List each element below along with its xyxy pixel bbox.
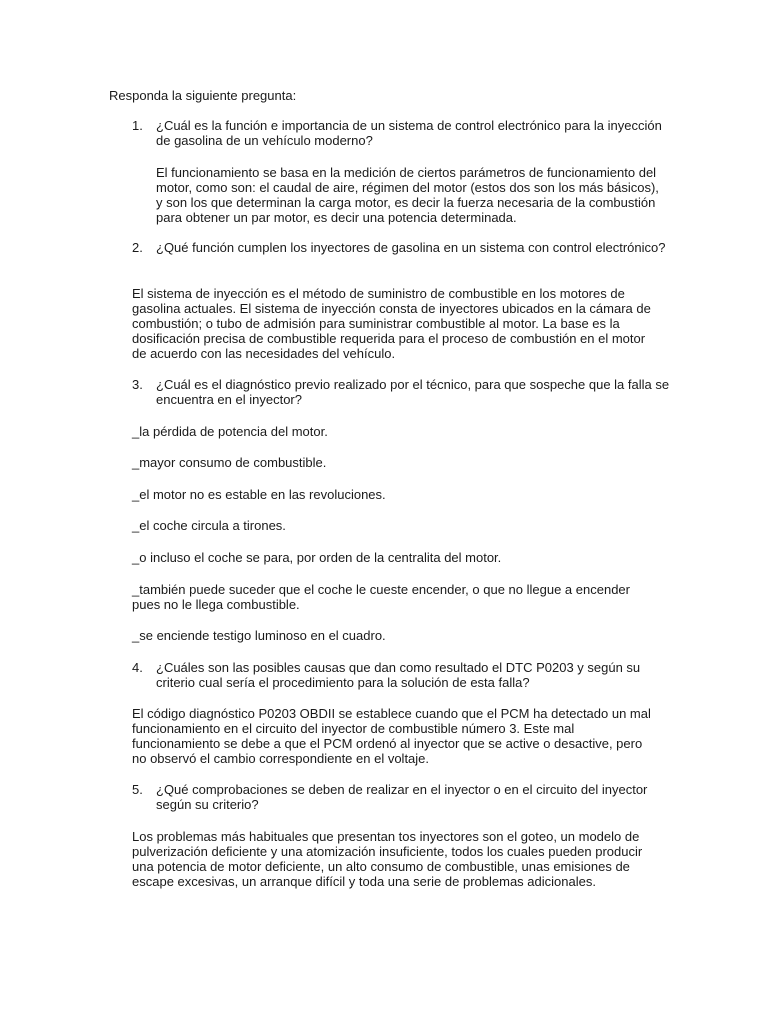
list-item: _la pérdida de potencia del motor.	[132, 424, 328, 439]
question-text: ¿Cuál es la función e importancia de un sistema de control electrónico para la inyección de gasolina de un vehículo moderno?	[156, 118, 662, 148]
question-1	[132, 118, 672, 148]
list-item: _mayor consumo de combustible.	[132, 455, 327, 470]
question-4	[132, 660, 672, 690]
question-number: 3.	[132, 377, 143, 392]
question-text: ¿Qué función cumplen los inyectores de gasolina en un sistema con control electrónico?	[156, 240, 666, 255]
question-2	[132, 240, 672, 255]
question-5	[132, 782, 672, 812]
question-text: ¿Cuál es el diagnóstico previo realizado por el técnico, para que sospeche que la falla se encuentra en el inyector?	[156, 377, 670, 407]
answer-5: Los problemas más habituales que presentan tos inyectores son el goteo, un modelo de pulverización deficiente y una atomización insuficiente, todos los cuales pueden producir una potencia de motor deficiente, un alto consumo de combustible, unas emisiones de escape excesivas, un arranque difícil y toda una serie de problemas adicionales.	[132, 829, 643, 889]
answer-2: El sistema de inyección es el método de suministro de combustible en los motores de gasolina actuales. El sistema de inyección consta de inyectores ubicados en la cámara de combustión; o tubo de admisión para suministrar combustible al motor. La base es la dosificación precisa de combustible requerida para el proceso de combustión en el motor de acuerdo con las necesidades del vehículo.	[132, 286, 651, 361]
question-number: 4.	[132, 660, 143, 675]
question-3	[132, 377, 672, 407]
question-text: ¿Qué comprobaciones se deben de realizar en el inyector o en el circuito del inyector según su criterio?	[156, 782, 648, 812]
list-item: _se enciende testigo luminoso en el cuadro.	[132, 628, 386, 643]
list-item: _el motor no es estable en las revoluciones.	[132, 487, 386, 502]
question-number: 1.	[132, 118, 143, 133]
intro-text: Responda la siguiente pregunta:	[109, 88, 297, 103]
answer-4: El código diagnóstico P0203 OBDII se establece cuando que el PCM ha detectado un mal funcionamiento en el circuito del inyector de combustible número 3. Este mal funcionamiento se debe a que el PCM ordenó al inyector que se active o desactive, pero no observó el cambio correspondiente en el voltaje.	[132, 706, 651, 766]
list-item: _también puede suceder que el coche le cueste encender, o que no llegue a encender pues no le llega combustible.	[132, 582, 630, 612]
list-item: _el coche circula a tirones.	[132, 518, 286, 533]
question-text: ¿Cuáles son las posibles causas que dan como resultado el DTC P0203 y según su criterio cual sería el procedimiento para la solución de esta falla?	[156, 660, 641, 690]
question-number: 5.	[132, 782, 143, 797]
answer-1: El funcionamiento se basa en la medición de ciertos parámetros de funcionamiento del motor, como son: el caudal de aire, régimen del motor (estos dos son los más básicos), y son los que determinan la carga motor, es decir la fuerza necesaria de la combustión para obtener un par motor, es decir una potencia determinada.	[156, 165, 659, 225]
question-number: 2.	[132, 240, 143, 255]
list-item: _o incluso el coche se para, por orden de la centralita del motor.	[132, 550, 502, 565]
